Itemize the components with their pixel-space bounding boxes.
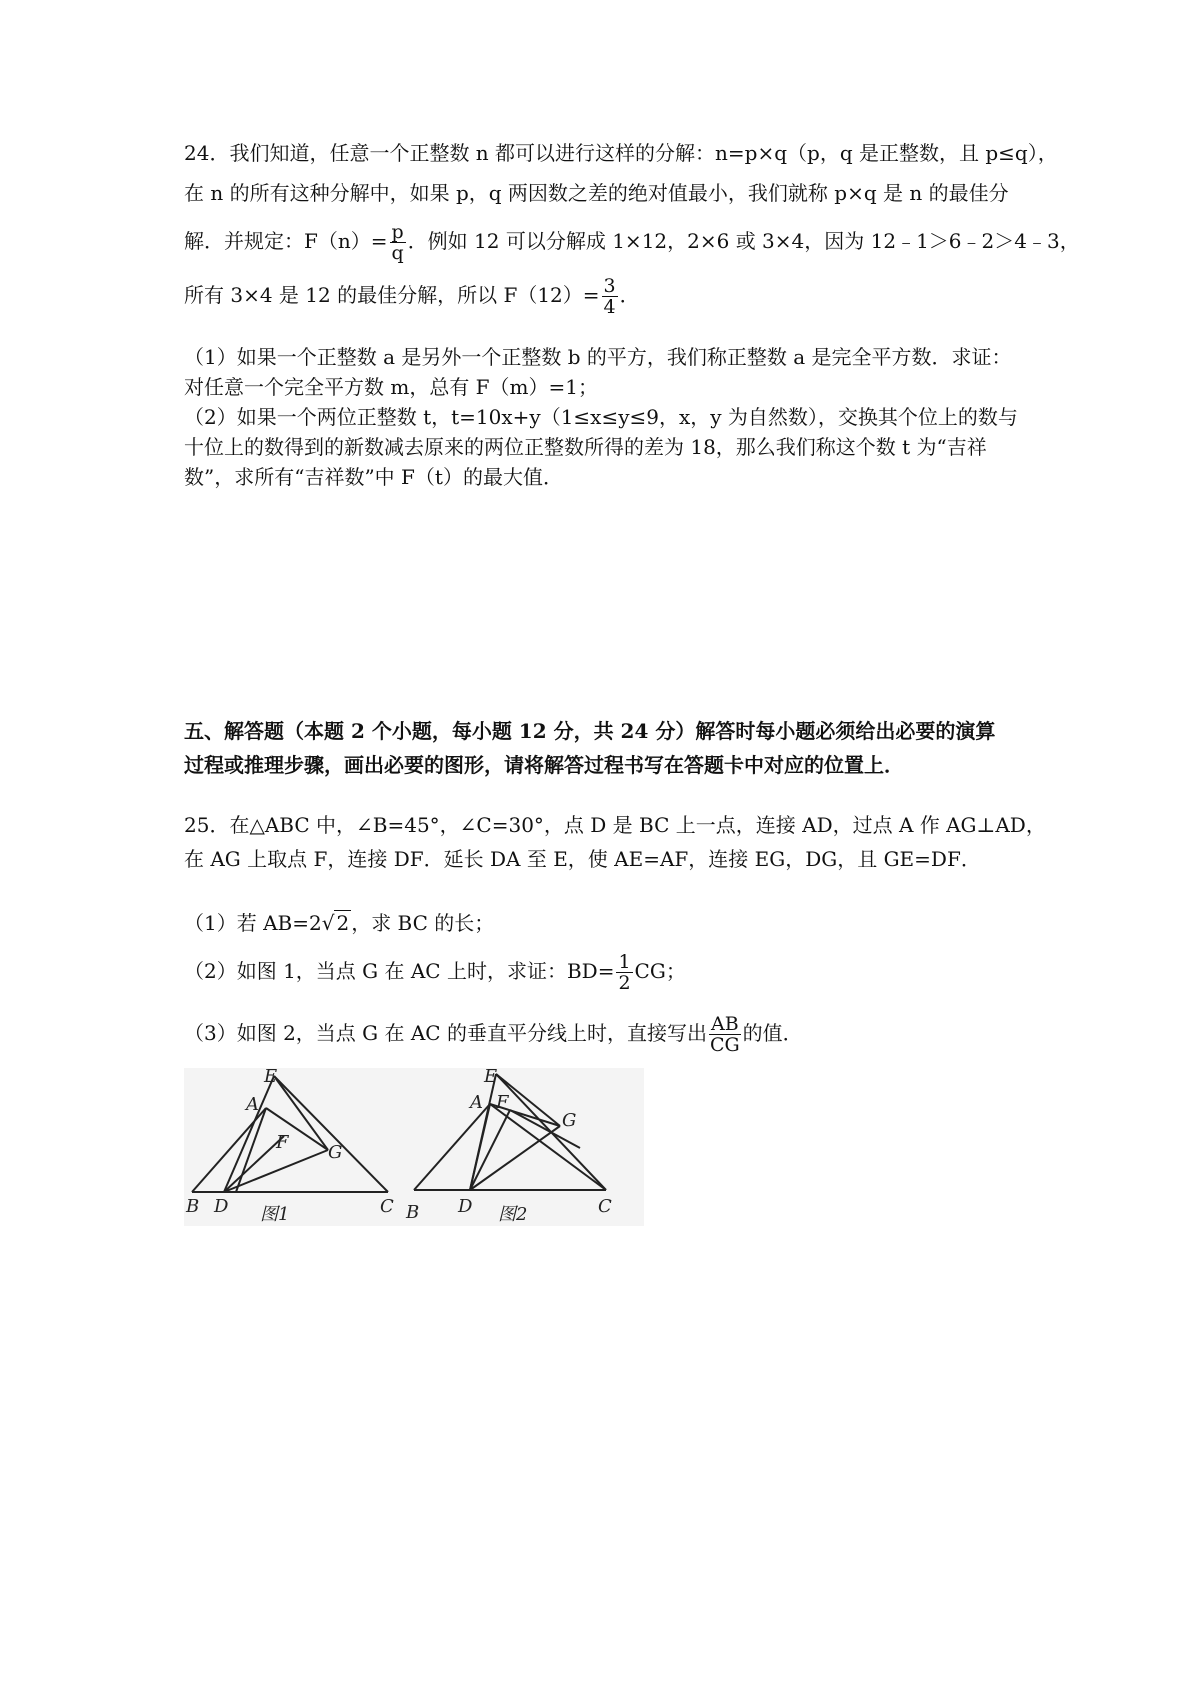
q24-line1: 24．我们知道，任意一个正整数 n 都可以进行这样的分解：n=p×q（p，q 是正整数，且 p≤q）， [184,141,1058,165]
fraction-ab-over-cg [709,1014,741,1055]
fig2-label-a: A [470,1092,483,1113]
fig1-label-d: D [214,1196,229,1217]
frac-denominator: q [391,242,404,264]
fig2-label-f: F [496,1092,509,1113]
frac-denominator: 4 [603,296,616,318]
fig1-label-f: F [276,1132,289,1153]
figures-svg [184,1068,644,1226]
q24-line4-text-b: ． [619,283,640,307]
frac-numerator: p [391,221,404,243]
q24-part1-line2: 对任意一个完全平方数 m，总有 F（m）=1； [184,375,599,399]
q24-line4-text-a: 所有 3×4 是 12 的最佳分解，所以 F（12）= [184,283,600,307]
q25-part1-text-a: （1）若 AB=2 [184,911,322,935]
q24-line3 [184,222,1080,263]
q25-line1: 25．在△ABC 中，∠B=45°，∠C=30°，点 D 是 BC 上一点，连接 AD，过点 A 作 AG⊥AD， [184,813,1046,837]
q24-line3-text-a: 解．并规定：F（n）= [184,229,388,253]
frac-numerator: 1 [618,951,631,973]
q25-part3 [184,1014,803,1055]
q25-part2 [184,952,686,993]
fig2-label-g: G [562,1110,577,1131]
sqrt-symbol: √ 2 [321,911,350,935]
frac-denominator: CG [709,1034,740,1056]
q24-line3-text-b: ．例如 12 可以分解成 1×12，2×6 或 3×4，因为 12﹣1＞6﹣2＞4﹣3， [407,229,1080,253]
q24-part1-line1: （1）如果一个正整数 a 是另外一个正整数 b 的平方，我们称正整数 a 是完全平方数．求证： [184,345,1012,369]
section5-line2: 过程或推理步骤，画出必要的图形，请将解答过程书写在答题卡中对应的位置上． [184,753,904,777]
section5-line1: 五、解答题（本题 2 个小题，每小题 12 分，共 24 分）解答时每小题必须给出必要的演算 [184,719,996,743]
q25-part2-text-a: （2）如图 1，当点 G 在 AC 上时，求证：BD= [184,959,615,983]
q25-part3-text-a: （3）如图 2，当点 G 在 AC 的垂直平分线上时，直接写出 [184,1021,707,1045]
fig1-label-g: G [328,1142,343,1163]
q25-part2-text-b: CG； [634,959,686,983]
q25-line2: 在 AG 上取点 F，连接 DF．延长 DA 至 E，使 AE=AF，连接 EG，DG，且 GE=DF． [184,847,981,871]
q24-part2-line2: 十位上的数得到的新数减去原来的两位正整数所得的差为 18，那么我们称这个数 t 为“吉祥 [184,435,987,459]
q25-part3-text-b: 的值． [742,1021,803,1045]
q25-part1 [184,908,494,938]
q24-line4 [184,276,640,317]
frac-numerator: AB [710,1013,739,1035]
fraction-3-over-4 [602,276,618,317]
q24-line2: 在 n 的所有这种分解中，如果 p，q 两因数之差的绝对值最小，我们就称 p×q 是 n 的最佳分 [184,181,1009,205]
fraction-1-over-2 [616,952,632,993]
frac-denominator: 2 [618,972,631,994]
fig2-label-e: E [484,1068,498,1087]
q24-part2-line3: 数”，求所有“吉祥数”中 F（t）的最大值． [184,465,563,489]
fraction-p-over-q [390,222,406,263]
frac-numerator: 3 [603,275,616,297]
fig1-label-a: A [246,1094,259,1115]
fig2-caption: 图2 [498,1204,528,1225]
fig2-label-b: B [406,1202,420,1223]
fig2-label-c: C [598,1196,612,1217]
q25-part1-text-b: ，求 BC 的长； [351,911,495,935]
geometry-figures [184,1068,644,1226]
fig2-label-d: D [458,1196,473,1217]
fig1-label-c: C [380,1196,394,1217]
fig1-caption: 图1 [260,1204,290,1225]
fig1-label-b: B [186,1196,200,1217]
fig1-label-e: E [264,1068,278,1087]
sqrt-radicand: 2 [336,911,350,935]
q24-part2-line1: （2）如果一个两位正整数 t，t=10x+y（1≤x≤y≤9，x，y 为自然数），交换其个位上的数与 [184,405,1018,429]
